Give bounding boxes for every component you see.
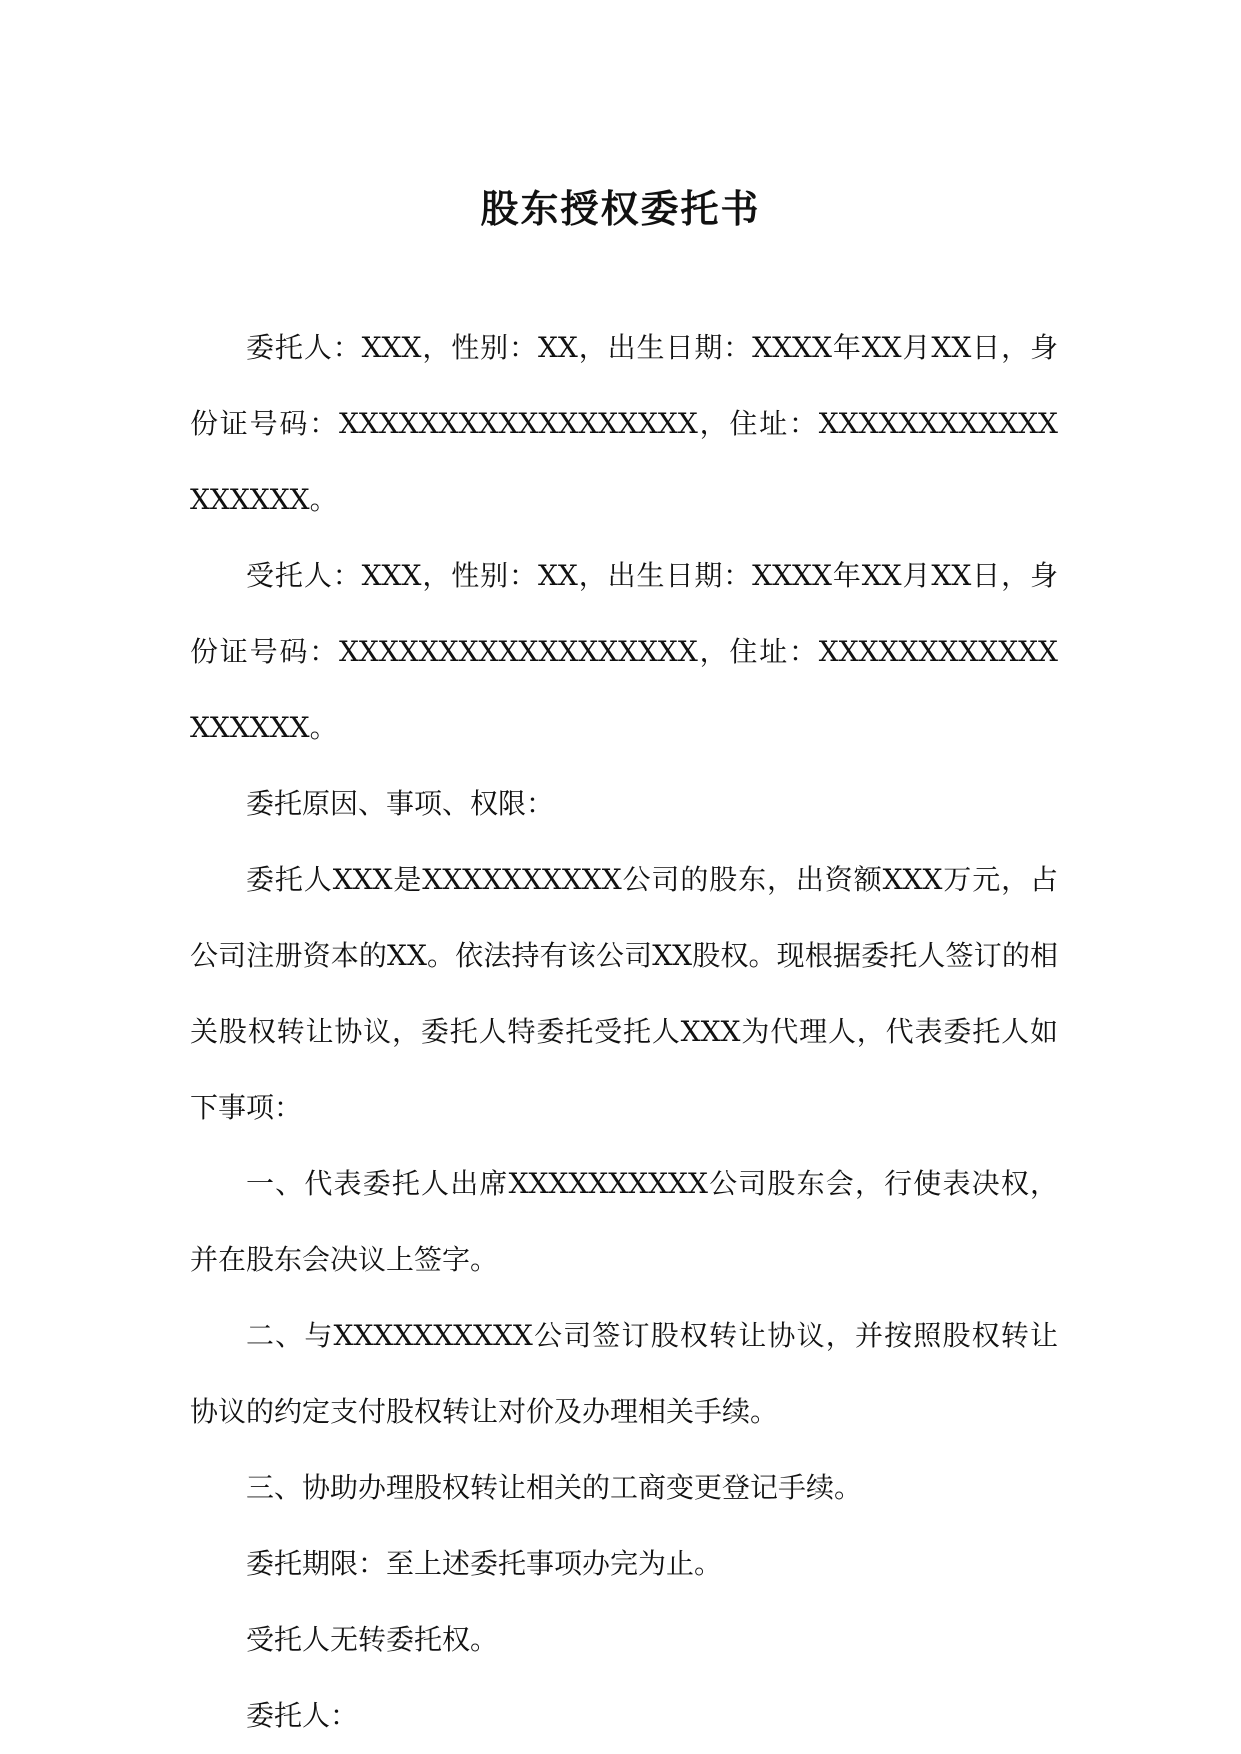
delegation-item-2: 二、与XXXXXXXXXX公司签订股权转让协议，并按照股权转让协议的约定支付股权转让对价及办理相关手续。	[190, 1319, 1058, 1428]
delegation-item-1: 一、代表委托人出席XXXXXXXXXX公司股东会，行使表决权，并在股东会决议上签字。	[190, 1167, 1058, 1276]
no-subdelegation-note: 受托人无转委托权。	[246, 1623, 499, 1656]
delegation-heading: 委托原因、事项、权限：	[246, 787, 555, 820]
delegation-item-3: 三、协助办理股权转让相关的工商变更登记手续。	[246, 1471, 863, 1504]
principal-info-paragraph: 委托人：XXX，性别：XX，出生日期：XXXX年XX月XX日，身份证号码：XXXXXXXXXXXXXXXXXX，住址：XXXXXXXXXXXXXXXXXX。	[190, 331, 1058, 516]
document-body	[190, 310, 1058, 1754]
agent-info-paragraph: 受托人：XXX，性别：XX，出生日期：XXXX年XX月XX日，身份证号码：XXXXXXXXXXXXXXXXXX，住址：XXXXXXXXXXXXXXXXXX。	[190, 559, 1058, 744]
principal-signature-label: 委托人：	[246, 1699, 359, 1732]
document-title: 股东授权委托书	[480, 186, 761, 231]
delegation-term: 委托期限：至上述委托事项办完为止。	[246, 1547, 723, 1580]
delegation-reason-paragraph: 委托人XXX是XXXXXXXXXX公司的股东，出资额XXX万元，占公司注册资本的XX。依法持有该公司XX股权。现根据委托人签订的相关股权转让协议，委托人特委托受托人XXX为代理人，代表委托人如下事项：	[190, 863, 1058, 1124]
